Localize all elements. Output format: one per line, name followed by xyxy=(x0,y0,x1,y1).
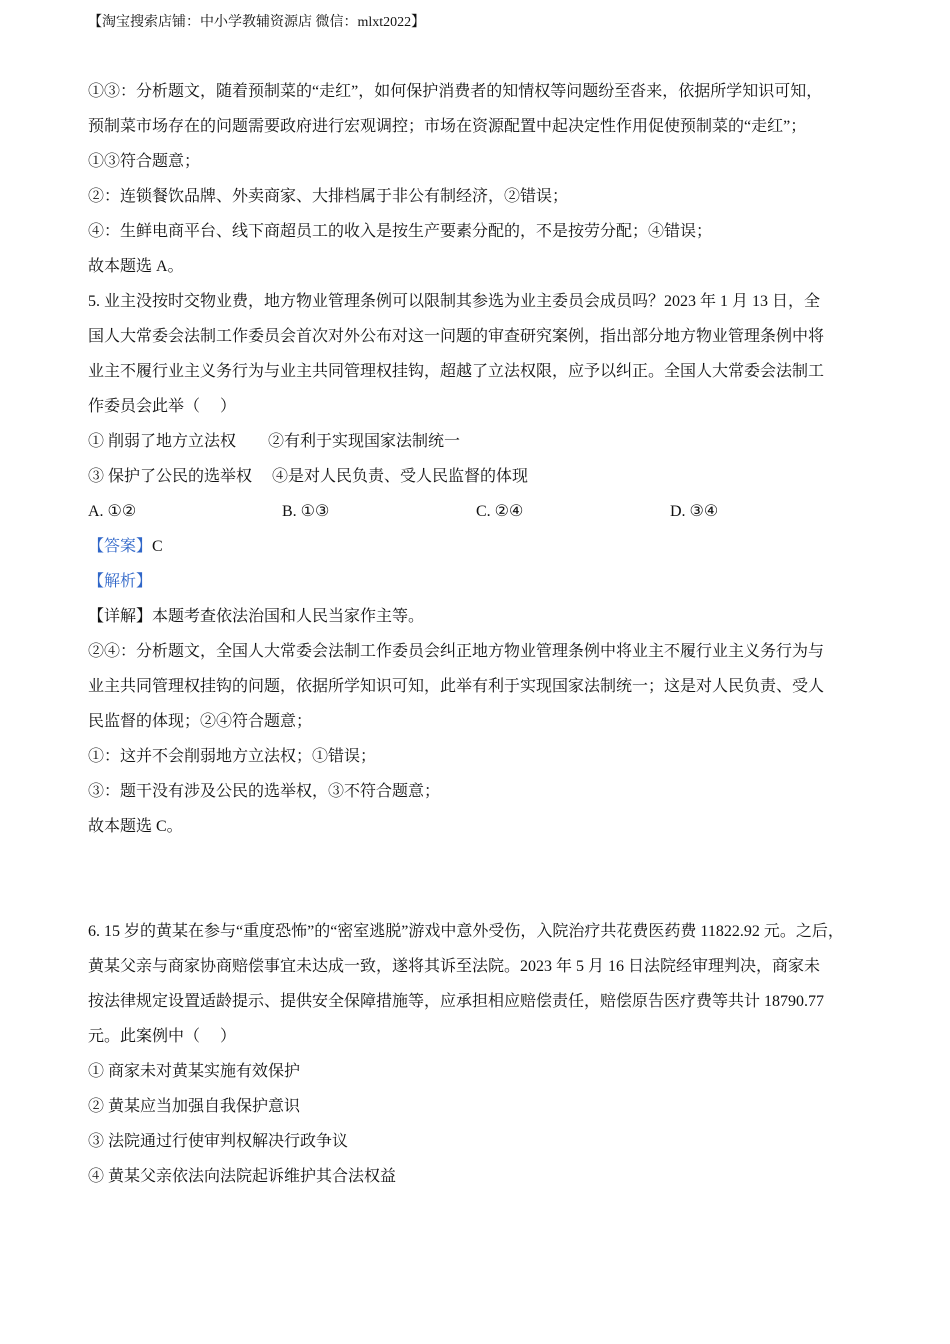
answer-value: C xyxy=(152,538,163,555)
paragraph-line: 预制菜市场存在的问题需要政府进行宏观调控；市场在资源配置中起决定性作用促使预制菜的“走红”； xyxy=(88,118,807,135)
q5-answer xyxy=(88,529,868,564)
q5-explanation-line: 民监督的体现；②④符合题意； xyxy=(88,713,313,730)
paragraph-line: ④：生鲜电商平台、线下商超员工的收入是按生产要素分配的，不是按劳分配；④错误； xyxy=(88,223,713,240)
q6-stem-line: 元。此案例中（ ） xyxy=(88,1028,237,1045)
q5-explanation-line: 业主共同管理权挂钩的问题，依据所学知识可知，此举有利于实现国家法制统一；这是对人民负责、受人 xyxy=(88,678,825,695)
detail-label: 【详解】 xyxy=(88,608,153,625)
page-header-watermark: 【淘宝搜索店铺：中小学教辅资源店 微信：mlxt2022】 xyxy=(88,15,426,30)
answer-label: 【答案】 xyxy=(88,538,153,555)
q4-explanation-tail xyxy=(88,74,868,284)
q6-stem-line: 按法律规定设置适龄提示、提供安全保障措施等，应承担相应赔偿责任，赔偿原告医疗费等共计 18790.77 xyxy=(88,993,825,1010)
choice-c: C. ②④ xyxy=(476,503,524,520)
q5-conclusion: 故本题选 C。 xyxy=(88,818,183,835)
q6-statement: ③ 法院通过行使审判权解决行政争议 xyxy=(88,1133,349,1150)
q5-statement: ① 削弱了地方立法权 ②有利于实现国家法制统一 xyxy=(88,433,461,450)
question-5 xyxy=(88,284,868,844)
choice-a: A. ①② xyxy=(88,503,137,520)
q5-choices xyxy=(88,494,868,529)
q5-explanation-line: ③：题干没有涉及公民的选举权，③不符合题意； xyxy=(88,783,441,800)
q5-stem-line: 业主不履行业主义务行为与业主共同管理权挂钩，超越了立法权限，应予以纠正。全国人大常委会法制工 xyxy=(88,363,825,380)
spacer xyxy=(88,844,868,914)
choice-b: B. ①③ xyxy=(282,503,330,520)
q5-statement: ③ 保护了公民的选举权 ④是对人民负责、受人民监督的体现 xyxy=(88,468,529,485)
q5-stem-line: 5. 业主没按时交物业费，地方物业管理条例可以限制其参选为业主委员会成员吗？2023 年 1 月 13 日，全 xyxy=(88,293,821,310)
document-body xyxy=(88,74,868,1194)
q5-stem-line: 国人大常委会法制工作委员会首次对外公布对这一问题的审查研究案例，指出部分地方物业管理条例中将 xyxy=(88,328,825,345)
analysis-label: 【解析】 xyxy=(88,573,153,590)
q6-stem-line: 黄某父亲与商家协商赔偿事宜未达成一致，遂将其诉至法院。2023 年 5 月 16 日法院经审理判决，商家未 xyxy=(88,958,821,975)
paragraph-line: ①③：分析题文，随着预制菜的“走红”，如何保护消费者的知情权等问题纷至沓来，依据所学知识可知， xyxy=(88,83,823,100)
q5-stem-line: 作委员会此举（ ） xyxy=(88,398,237,415)
q5-detail xyxy=(88,599,868,634)
q5-explanation-line: ①：这并不会削弱地方立法权；①错误； xyxy=(88,748,377,765)
q5-explanation-line: ②④：分析题文，全国人大常委会法制工作委员会纠正地方物业管理条例中将业主不履行业主义务行为与 xyxy=(88,643,825,660)
q4-conclusion: 故本题选 A。 xyxy=(88,258,184,275)
detail-text: 本题考查依法治国和人民当家作主等。 xyxy=(152,608,425,625)
q6-statement: ④ 黄某父亲依法向法院起诉维护其合法权益 xyxy=(88,1168,397,1185)
paragraph-line: ②：连锁餐饮品牌、外卖商家、大排档属于非公有制经济，②错误； xyxy=(88,188,569,205)
question-6 xyxy=(88,914,868,1194)
paragraph-line: ①③符合题意； xyxy=(88,153,201,170)
choice-d: D. ③④ xyxy=(670,503,719,520)
q6-statement: ② 黄某应当加强自我保护意识 xyxy=(88,1098,301,1115)
q6-stem-line: 6. 15 岁的黄某在参与“重度恐怖”的“密室逃脱”游戏中意外受伤，入院治疗共花费医药费 11822.92 元。之后， xyxy=(88,923,844,940)
q6-statement: ① 商家未对黄某实施有效保护 xyxy=(88,1063,301,1080)
